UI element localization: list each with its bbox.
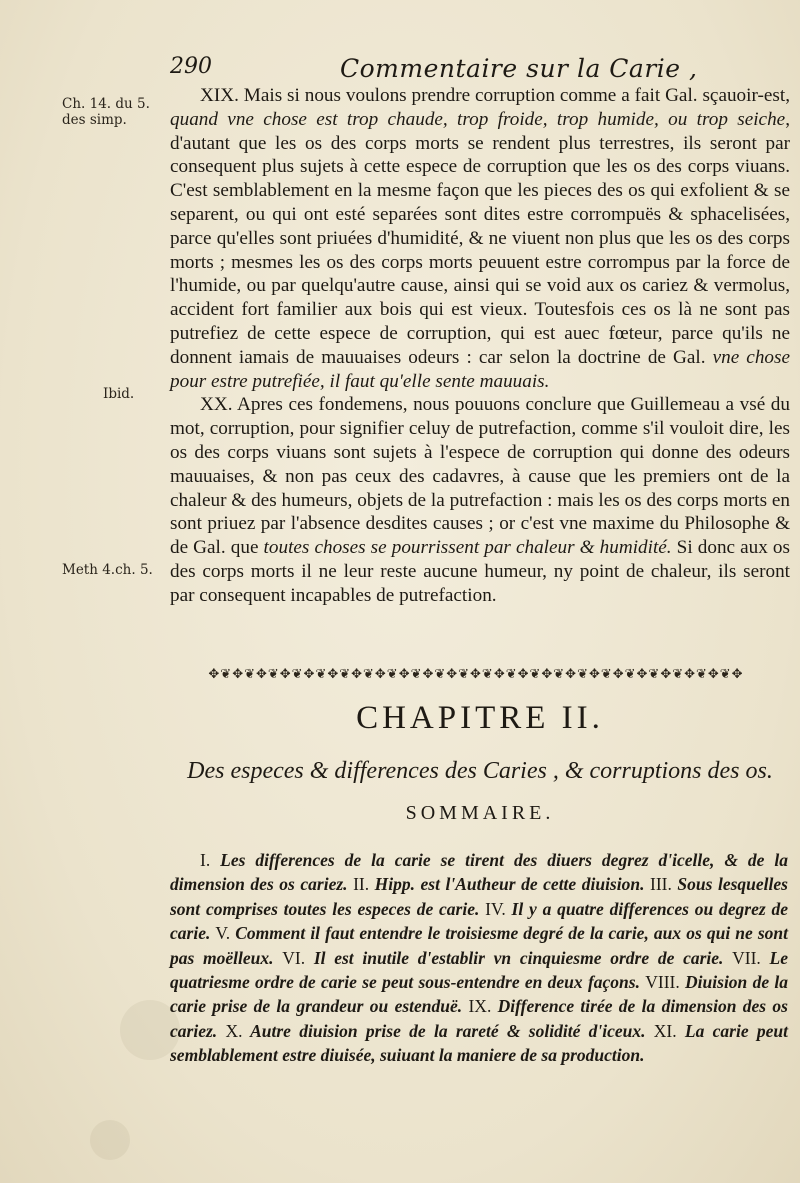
sommaire-item-text: Autre diuision prise de la rareté & solidité d'iceux. <box>242 1020 654 1041</box>
sommaire-item-number: III. <box>650 874 672 895</box>
paragraph-xix: XIX. Mais si nous voulons prendre corruption comme a fait Gal. sçauoir-est, quand vne chose est trop chaude, trop froide, trop humide, ou trop seiche, d'autant que les os des corps morts se rendent plus terrestres, ils seront par consequent plus sujets à cette espece de corruption que les os des corps viuans. C'est semblablement en la mesme façon que les pieces des os qui exfolient & se separent, ou qui ont esté separées sont dites estre corrompuës & sphacelisées, parce qu'elles sont priuées d'humidité, & ne viuent non plus que les os des corps morts ; mesmes les os des corps morts peuuent estre corrompus par la force de l'humide, ou par quelqu'autre cause, ainsi qui se void aux os cariez & vermolus, accident fort familier aux bois qui est vieux. Toutesfois ces os là ne sont pas putrefiez de cette espece de corruption, qui est auec fœteur, parce qu'ils ne donnent iamais de mauuaises odeurs : car selon la doctrine de Gal. vne chose pour estre putrefiée, il faut qu'elle sente mauuais. <box>170 85 790 392</box>
sommaire-item-number: II. <box>353 874 370 895</box>
sommaire-item-number: V. <box>215 923 231 944</box>
sommaire-item-text: Le quatriesme ordre de carie se peut sous-entendre en deux façons. <box>170 947 788 993</box>
margin-note: Ch. 14. du 5. des simp. <box>62 96 150 128</box>
paper-stain <box>90 1120 130 1160</box>
chapter-title: CHAPITRE II. <box>356 700 604 736</box>
sommaire-item-text: Diuision de la carie prise de la grandeur ou estenduë. <box>170 972 788 1017</box>
sommaire-item-number: VII. <box>732 947 761 968</box>
sommaire-item-number: IX. <box>468 996 492 1017</box>
sommaire-item-number: VIII. <box>645 972 680 993</box>
chapter-subtitle: Des especes & differences des Caries , & corruptions des os. <box>187 758 773 784</box>
italic-quote: quand vne chose est trop chaude, trop froide, trop humide, ou trop seiche <box>170 108 786 130</box>
sommaire-item-number: IV. <box>485 898 506 919</box>
sommaire-item-text: Hipp. est l'Autheur de cette diuision. <box>369 874 651 895</box>
running-title: Commentaire sur la Carie , <box>340 54 698 83</box>
margin-note: Ibid. <box>103 386 135 402</box>
sommaire-item-text: Les differences de la carie se tirent des diuers degrez d'icelle, & de la dimension des os cariez. <box>170 850 788 895</box>
sommaire-item-text: Il est inutile d'establir vn cinquiesme ordre de carie. <box>305 947 733 968</box>
sommaire-item-text: La carie peut semblablement estre diuisée, suiuant la maniere de sa production. <box>170 1020 788 1066</box>
sommaire-list <box>170 848 788 1068</box>
paragraph-xx: XX. Apres ces fondemens, nous pouuons conclure que Guillemeau a vsé du mot, corruption, pour signifier celuy de putrefaction, comme s'il vouloit dire, les os des corps viuans sont sujets à l'espece de corruption qui donne des odeurs mauuaises, & non pas ceux des cadavres, à cause que les premiers ont de la chaleur & des humeurs, objets de la putrefaction : mais les os des corps morts en sont priuez par l'absence desdites causes ; or c'est vne maxime du Philosophe & de Gal. que toutes choses se pourrissent par chaleur & humidité. Si donc aux os des corps morts il ne leur reste aucune humeur, ny point de chaleur, ils seront par consequent incapables de putrefaction. <box>170 394 790 606</box>
sommaire-heading: SOMMAIRE. <box>405 802 555 824</box>
sommaire-item-text: Sous lesquelles sont comprises toutes les especes de carie. <box>170 874 788 919</box>
sommaire-item-number: VI. <box>282 947 306 968</box>
sommaire-item-text: Difference tirée de la dimension des os cariez. <box>170 996 788 1041</box>
ornamental-divider: ✥❦✥❦✥❦✥❦✥❦✥❦✥❦✥❦✥❦✥❦✥❦✥❦✥❦✥❦✥❦✥❦✥❦✥❦✥❦✥❦✥❦✥❦✥ <box>208 667 744 682</box>
sommaire-item-number: X. <box>225 1020 243 1041</box>
body-text <box>170 84 790 608</box>
italic-quote: vne chose pour estre putrefiée, il faut qu'elle sente mauuais. <box>170 346 790 392</box>
margin-note: Meth 4.ch. 5. <box>62 562 153 578</box>
italic-quote: toutes choses se pourrissent par chaleur & humidité. <box>263 537 672 559</box>
sommaire-item-text: Comment il faut entendre le troisiesme degré de la carie, aux os qui ne sont pas moëlleux. <box>170 923 788 968</box>
sommaire-item-text: Il y a quatre differences ou degrez de carie. <box>170 898 788 944</box>
sommaire-item-number: I. <box>200 850 211 870</box>
page-number: 290 <box>170 54 212 79</box>
running-head <box>170 54 790 84</box>
sommaire-item-number: XI. <box>653 1020 677 1041</box>
